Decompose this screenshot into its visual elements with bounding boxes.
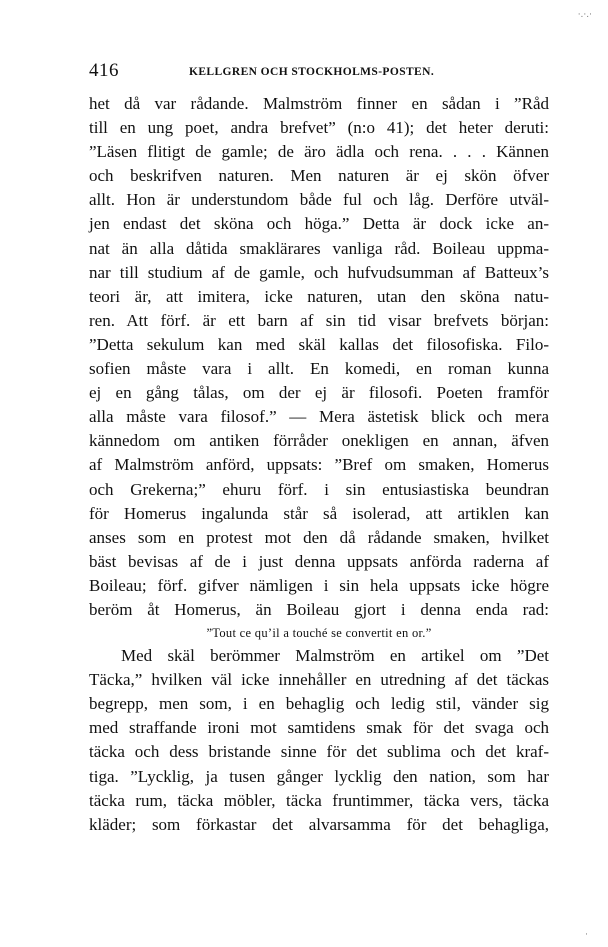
text-line: jen endast det sköna och höga.” Detta är dock icke an- [89,214,549,234]
text-line: allt. Hon är understundom både ful och låg. Derföre utväl- [89,190,549,210]
text-line: och beskrifven naturen. Men naturen är ej skön öfver [89,166,549,186]
scan-speck: ·.·.· [577,10,592,20]
text-line: och Grekerna;” ehuru förf. i sin entusiastiska beundran [89,479,549,499]
running-title: KELLGREN OCH STOCKHOLMS-POSTEN. [189,66,435,78]
text-line: het då var rådande. Malmström finner en sådan i ”Råd [89,94,549,113]
text-line: täcka rum, täcka möbler, täcka fruntimmer, täcka vers, täcka [89,790,549,810]
text-line: täcka och dess bristande sinne för det sublima och det kraf- [89,742,549,762]
paragraph-start-line: Med skäl berömmer Malmström en artikel om ”Det [121,646,549,666]
text-line: för Homerus ingalunda står så isolerad, att artiklen kan [89,503,549,523]
body-text [89,92,549,837]
text-line: af Malmström anförd, uppsats: ”Bref om smaken, Homerus [89,455,549,475]
text-line: ren. Att förf. är ett barn af sin tid visar brefvets början: [89,310,549,330]
text-line: Boileau; förf. gifver nämligen i sin hela uppsats icke högre [89,575,549,595]
text-line: nar till studium af de gamle, och hufvudsumman af Batteux’s [89,262,549,282]
text-line: till en ung poet, andra brefvet” (n:o 41); det heter deruti: [89,118,549,138]
text-line: alla måste vara filosof.” — Mera ästetisk blick och mera [89,407,549,427]
scan-speck: · [585,930,588,940]
text-line: Täcka,” hvilken väl icke innehåller en utredning af det täckas [89,670,549,690]
text-line: kännedom om antiken förråder onekligen en annan, äfven [89,431,549,451]
page-number: 416 [89,60,119,81]
text-line: anses som en protest mot den då rådande smaken, hvilket [89,527,549,547]
text-line: beröm åt Homerus, än Boileau gjort i denna enda rad: [89,599,549,619]
text-line: teori är, att imitera, icke naturen, utan den sköna natu- [89,286,549,306]
block-quote: ”Tout ce qu’il a touché se convertit en or.” [206,626,432,641]
text-line: med straffande ironi mot samtidens smak för det svaga och [89,718,549,738]
text-line: bäst bevisas af de i just denna uppsats anförda raderna af [89,551,549,571]
text-line: begrepp, men som, i en behaglig och ledig stil, vänder sig [89,694,549,714]
text-line: sofien måste vara i allt. En komedi, en roman kunna [89,359,549,379]
text-line: ”Läsen flitigt de gamle; de äro ädla och rena. . . . Kännen [89,142,549,162]
text-line: ej en gång tålas, om der ej är filosofi. Poeten framför [89,383,549,403]
text-line: kläder; som förkastar det alvarsamma för det behagliga, [89,814,549,834]
page-header [89,60,549,84]
text-line: tiga. ”Lycklig, ja tusen gånger lycklig den nation, som har [89,766,549,786]
text-line: nat än alla dåtida smaklärares vanliga råd. Boileau uppma- [89,238,549,258]
text-line: ”Detta sekulum kan med skäl kallas det filosofiska. Filo- [89,334,549,354]
